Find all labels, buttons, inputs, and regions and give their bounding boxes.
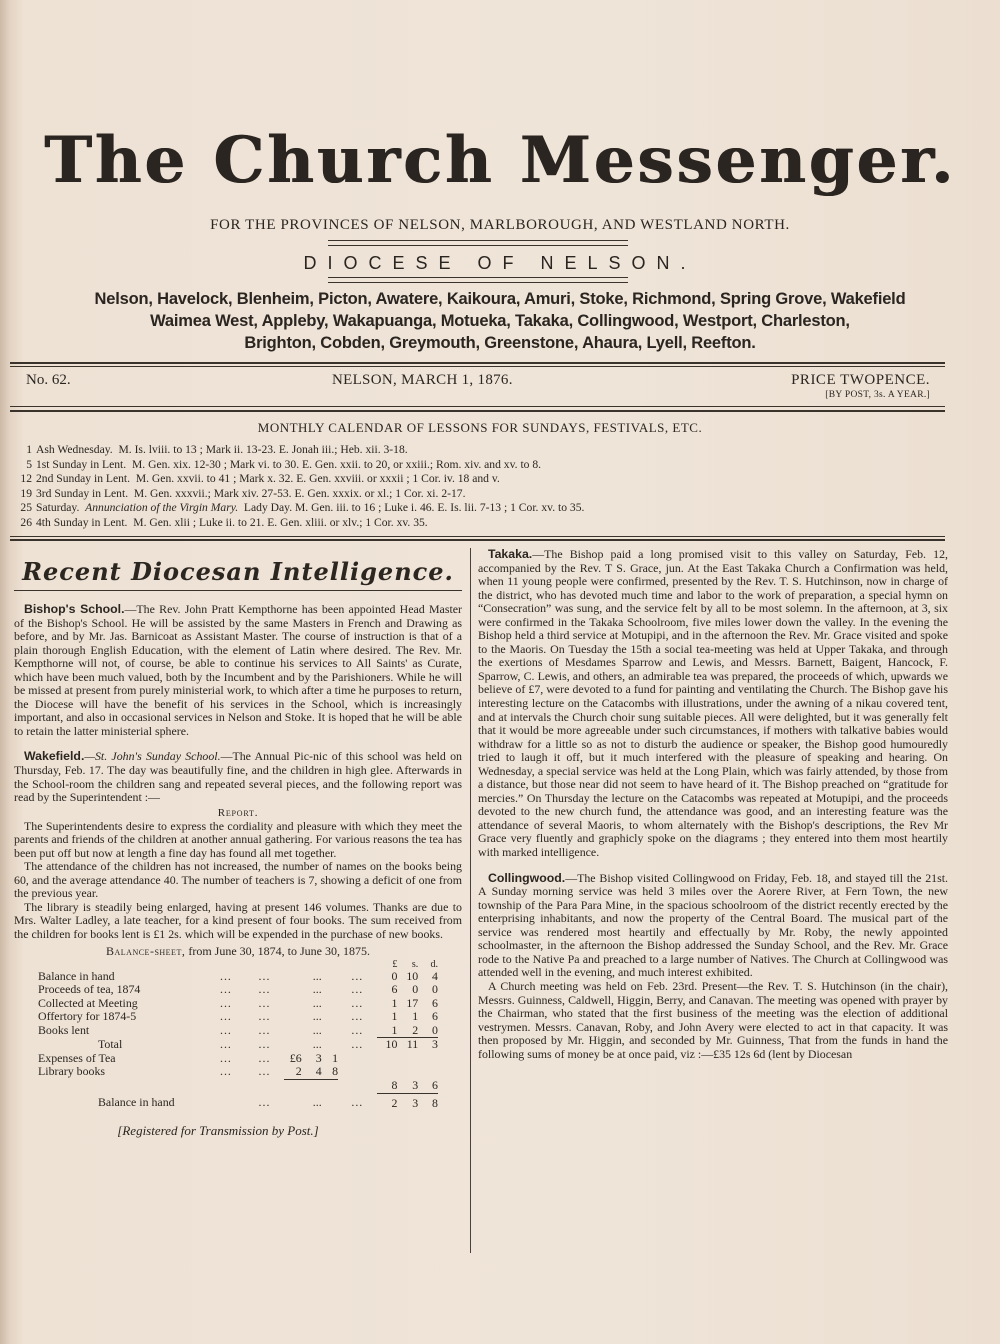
section-title: Recent Diocesan Intelligence. xyxy=(22,557,454,586)
masthead-title: The Church Messenger. xyxy=(43,123,957,198)
calendar-title: MONTHLY CALENDAR OF LESSONS FOR SUNDAYS, FESTIVALS, ETC. xyxy=(257,420,703,435)
balance-in-hand-row: Balance in hand ... ... ... 2 3 8 xyxy=(38,1093,438,1113)
article-takaka: Takaka.—The Bishop paid a long promised visit to this valley on Saturday, Feb. 12, accompanied by the Rev. T S. Grace, jun. At the East Takaka Church a Confirmation was held, when 11 young people were confirmed, presented by the Rev. T. S. Hutchinson, now in charge of the district, who has devoted much time and labor to the work of preparation, a special hymn on “Consecration” was sung, and the service felt by all to be most solemn. In the afternoon, at 3, six were confirmed in the Takaka Schoolroom, five miles lower down the valley. In the evening the Bishop held a third service at Motupipi, and in the afternoon the Rev. Mr. Grace visited and spoke to the Maoris. On Tuesday the 15th a social tea-meeting was held at Upper Takaka, and through the exertions of Mesdames Sparrow and Lewis, and Messrs. Barnett, Baigent, Hancock, F. Sparrow, C. Lewis, and others, an admirable tea was prepared, the proceeds of which, upwards we believe of £7, were devoted to a fund for painting and ventilating the Church. The Bishop gave his interesting lecture on the Catacombs with illustrations, under the awning of a nikau covered tent, and at intervals the Church choir sung suitable pieces. All were delighted, but it was generally felt that it would be more agreeable under such circumstances, if mothers with talkative babies would withdraw for a little so as not to disturb the audience or speaker, the Bishop good humouredly tried to laugh it off, but it much interfered with the pleasure of speaking and hearing. On Wednesday, a special service was held at the Long Plain, which was fairly attended, by those from a distance, but those near did not seem to have heard of it. The Bishop preached on “gratitude for mercies.” On Thursday the lecture on the Catacombs was repeated at Motupipi, and the proceeds devoted to the new church fund, the attendance was good, and an interesting feature was the attendance of several Maoris, to whom alternately with the Bishop's descriptions, the Rev Mr Grace very fluently and graphicly spoke on the diagrams ; they entered into them most heartily with marked intelligence. xyxy=(478,547,948,860)
calendar-entry: 12 2nd Sunday in Lent. M. Gen. xxvii. to 41 ; Mark x. 32. E. Gen. xxviii. or xxxii ; 1 Cor. iv. 18 and v. xyxy=(20,472,500,485)
provinces-line: FOR THE PROVINCES OF NELSON, MARLBOROUGH, AND WESTLAND NORTH. xyxy=(210,217,790,233)
balance-row: Balance in hand ... ... ... ... 0 10 4 xyxy=(38,968,438,983)
calendar-rule-thin xyxy=(10,536,945,537)
issue-price: PRICE TWOPENCE. xyxy=(791,372,930,388)
balance-row: Books lent ... ... ... ... 1 2 0 xyxy=(38,1022,438,1037)
issue-rule-top xyxy=(10,362,945,364)
issue-rule-top-thin xyxy=(10,366,945,367)
right-column xyxy=(478,548,948,1061)
calendar-entry: 1 Ash Wednesday. M. Is. lviii. to 13 ; Mark ii. 13-23. E. Jonah iii.; Heb. xii. 3-18. xyxy=(26,443,408,456)
masthead-rule-bottom xyxy=(328,277,628,283)
report-title: Report. xyxy=(217,806,259,819)
article-collingwood-meeting: A Church meeting was held on Feb. 23rd. Present—the Rev. T. S. Hutchinson (in the chair), Messrs. Guinness, Caldwell, Higgin, Berry, and Canavan. The meeting was opened with prayer by the Chairman, who stated that the first business of the meeting was the election of additional vestrymen. Messrs. Canavan, Roby, and John Avery were elected to act in that capacity. It was then proposed by Mr. Higgin, and seconded by Mr. Guinness, That from the funds in hand the following sums of money be at once paid, viz :—£35 12s 6d (lent by Diocesan xyxy=(478,978,948,1061)
expense-row: Expenses of Tea ... ... £6 3 1 xyxy=(38,1050,339,1065)
balance-sheet-table xyxy=(38,959,438,1114)
issue-rule-bottom xyxy=(10,410,945,412)
left-column xyxy=(14,548,462,1139)
balance-sheet-header: £ s. d. xyxy=(392,958,438,970)
section-title-rule xyxy=(14,590,462,591)
issue-date: NELSON, MARCH 1, 1876. xyxy=(332,372,513,388)
parish-line-1: Nelson, Havelock, Blenheim, Picton, Awatere, Kaikoura, Amuri, Stoke, Richmond, Spring Grove, Wakefield xyxy=(94,290,906,308)
calendar-entry: 26 4th Sunday in Lent. M. Gen. xlii ; Luke ii. to 21. E. Gen. xliii. or xlv.; 1 Cor. xv. 35. xyxy=(20,515,428,529)
article-collingwood: Collingwood.—The Bishop visited Collingwood on Friday, Feb. 18, and stayed till the 21st. A Sunday morning service was held 3 miles over the Aorere River, at Fern Town, the new township of the Para Para Mine, in the spacious schoolroom of the district recently erected by the enterprising inhabitants, and now the property of the Central Board. The musical part of the service was rendered most heartily and effectually by Mr. Roby, the newly appointed schoolmaster, in the afternoon the Bishop addressed the Sunday School, and the Rev. Mr. Grace rode to the Native Pa and preached to a large number of Natives. The Church at Collingwood was attended well in the evening, and much interest exhibited. xyxy=(478,870,948,980)
parish-line-3: Brighton, Cobden, Greymouth, Greenstone, Ahaura, Lyell, Reefton. xyxy=(244,334,756,352)
diocese-title: DIOCESE OF NELSON. xyxy=(303,253,697,273)
report-paragraph: The library is steadily being enlarged, having at present 146 volumes. Thanks are due to Mrs. Walter Ladley, a late teacher, for a kind present of four books. The sum received from the children for books lent is £1 2s. which will be expended in the purchase of new books. xyxy=(14,899,462,942)
calendar-entry: 25 Saturday. Annunciation of the Virgin Mary. Lady Day. M. Gen. iii. to 16 ; Luke i. 46. E. Is. lii. 7-13 ; 1 Cor. xv. to 35. xyxy=(20,501,585,514)
balance-row: Offertory for 1874-5 ... ... ... ... 1 1 6 xyxy=(38,1009,438,1024)
balance-row: Collected at Meeting ... ... ... ... 1 17 6 xyxy=(38,995,438,1010)
calendar-list xyxy=(18,443,948,530)
report-paragraph: The Superintendents desire to express the cordiality and pleasure with which they meet the parents and friends of the children at another annual gathering. For various reasons the tea has been put off but now at length a fine day has found all met together. xyxy=(14,818,462,860)
parish-list xyxy=(0,288,1000,354)
calendar-entry: 19 3rd Sunday in Lent. M. Gen. xxxvii.; Mark xiv. 27-53. E. Gen. xxxix. or xl.; 1 Cor. xi. 2-17. xyxy=(20,486,466,500)
balance-sheet-title: Balance-sheet, from June 30, 1874, to June 30, 1875. xyxy=(106,943,370,958)
masthead-rule-top xyxy=(328,240,628,246)
calendar-rule xyxy=(10,539,945,541)
issue-post-price: [BY POST, 3s. A YEAR.] xyxy=(825,390,930,400)
expense-row: Library books ... ... 2 4 8 xyxy=(38,1064,339,1079)
calendar-entry: 5 1st Sunday in Lent. M. Gen. xix. 12-30 ; Mark vi. to 30. E. Gen. xxii. to 20, or xxiii.; Rom. xiv. and xv. to 8. xyxy=(26,457,542,471)
issue-rule-bottom-thin xyxy=(10,406,945,407)
balance-row: Proceeds of tea, 1874 ... ... ... ... 6 0 0 xyxy=(38,982,438,997)
report-paragraph: The attendance of the children has not increased, the number of names on the books being 60, and the average attendance 40. The number of teachers is 7, showing a deficit of one from the previous year. xyxy=(14,859,462,901)
issue-number: No. 62. xyxy=(26,372,71,388)
column-divider xyxy=(470,548,471,1253)
expense-total-row: 8 3 6 xyxy=(38,1079,438,1093)
balance-total-row: Total ... ... ... ... 10 11 3 xyxy=(98,1036,438,1052)
parish-line-2: Waimea West, Appleby, Wakapuanga, Motueka, Takaka, Collingwood, Westport, Charleston, xyxy=(150,312,850,330)
article-bishops-school: Bishop's School.—The Rev. John Pratt Kempthorne has been appointed Head Master of the Bishop's School. He will be assisted by the same Masters in French and Drawing as before, and by Mr. Jas. Barnicoat as Assistant Master. The course of instruction is that of a plain thorough English Education, with the element of Latin where desired. The Rev. Mr. Kempthorne will not, of course, be able to continue his services to All Saints' as Curate, which have been much valued, both by the Incumbent and by the Parishioners. While he will be missed at present from purely ministerial work, to which after a time he purposes to return, the Diocese will have the benefit of his services in the School, which is increasingly important, and also in occasional services in Nelson and Stoke. It is hoped that he will be able to retain the latter ministerial sphere. xyxy=(14,602,462,738)
article-wakefield: Wakefield.—St. John's Sunday School.—The Annual Pic-nic of this school was held on Thursday, Feb. 17. The day was beautifully fine, and the children in high glee. Afterwards in the School-room the children sang and repeated several pieces, and the following report was read by the Superintendent :— xyxy=(14,749,462,805)
registered-notice: [Registered for Transmission by Post.] xyxy=(117,1123,319,1139)
